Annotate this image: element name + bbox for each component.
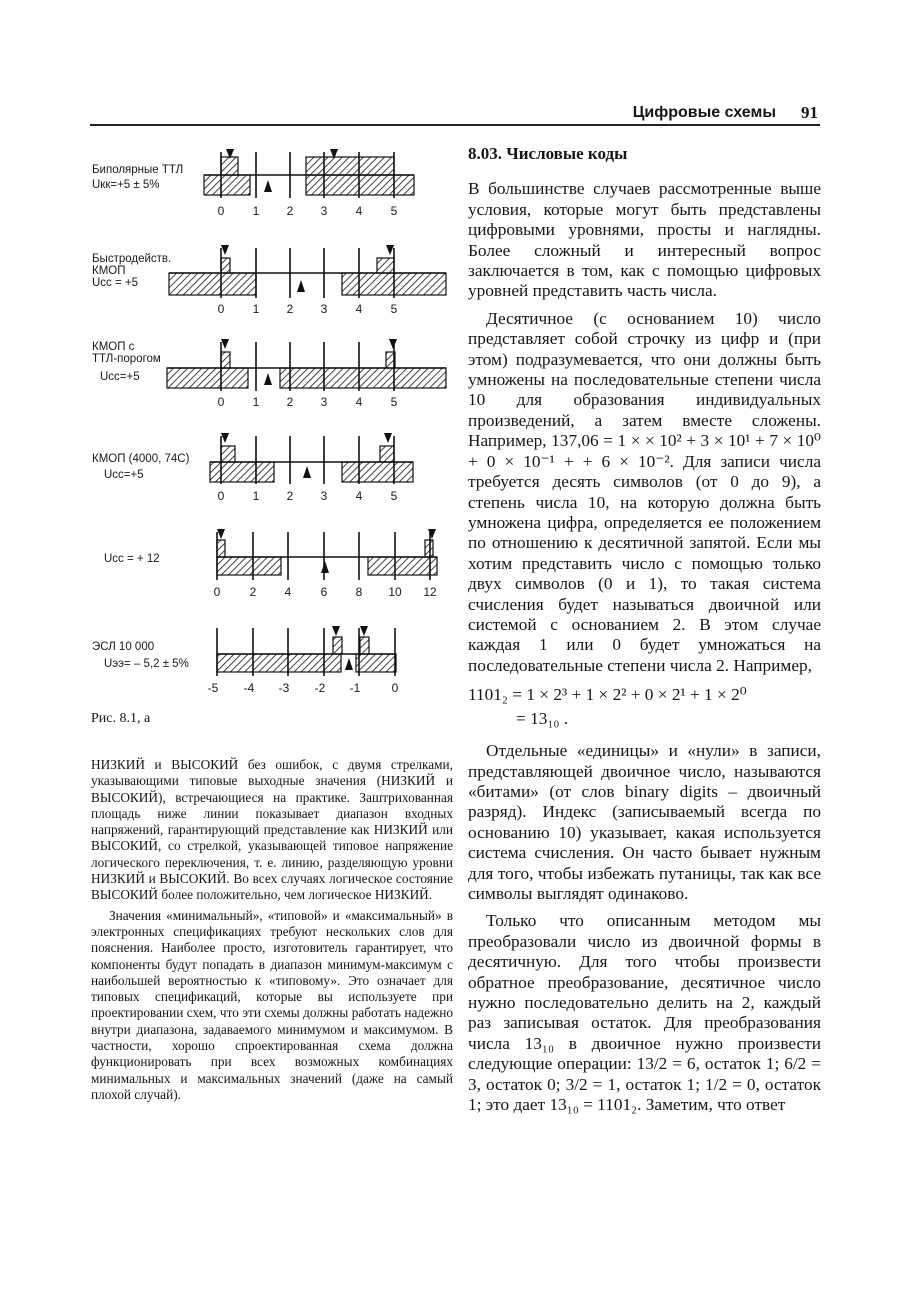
tick-label: 0: [391, 681, 399, 695]
tick-label: 2: [286, 489, 294, 503]
tick-label: 0: [213, 585, 221, 599]
diagram-label-line: Ucc=+5: [104, 469, 144, 481]
tick-label: 0: [217, 395, 225, 409]
tick-label: 1: [252, 302, 260, 316]
logic-levels-figure: [90, 140, 460, 710]
tick-label: 2: [286, 302, 294, 316]
section-heading: 8.03. Числовые коды: [468, 144, 628, 163]
diagram-cmos-ttl-threshold: [92, 339, 446, 409]
tick-label: 0: [217, 302, 225, 316]
paragraph: НИЗКИЙ и ВЫСОКИЙ без ошибок, с двумя стрелками, указывающими типовые выходные значения (НИЗКИЙ и ВЫСОКИЙ), встречающиеся на практике. Заштрихованная площадь ниже линии показывает диапазон входных напряжений, гарантирующий представление как НИЗКИЙ или ВЫСОКИЙ, со стрелкой, указывающей типовое напряжение логического переключения, т. е. линию, разделяющую уровни НИЗКИЙ и ВЫСОКИЙ. Во всех случаях логическое состояние ВЫСОКИЙ более положительно, чем логическое НИЗКИЙ.: [91, 757, 453, 903]
diagram-label-line: ТТЛ-порогом: [92, 353, 161, 365]
paragraph: Десятичное (с основанием 10) число представляет собой строчку из цифр и (при этом) подразумевается, что они должны быть умножены на последовательные степени числа 10 для образования индивидуальных произведений, а затем вместе сложены. Например, 137,06 = 1 × × 10² + 3 × 10¹ + 7 × 10⁰ + 0 × 10⁻¹ + + 6 × 10⁻². Для записи числа требуется десять символов (от 0 до 9), а степень числа 10, на которую должна быть умножена цифра, определяется ее положением по отношению к десятичной запятой. Если мы хотим представить число с помощью только двух символов (0 и 1), то такая система счисления будет называться двоичной или системой с основанием 2. В этом случае каждая 1 или 0 будет умножаться на последовательные степени числа 2. Например,: [468, 308, 821, 675]
tick-label: -3: [278, 681, 290, 695]
tick-label: 5: [390, 204, 398, 218]
diagram-label-line: Биполярные ТТЛ: [92, 164, 184, 176]
diagram-label-line: Быстродейств.: [92, 253, 172, 265]
formula-line: 1101₂ = 1 × 2³ + 1 × 2² + 0 × 2¹ + 1 × 2⁰: [468, 685, 747, 705]
tick-label: 6: [320, 585, 328, 599]
tick-label: 2: [249, 585, 257, 599]
tick-label: 3: [320, 302, 328, 316]
left-column: [91, 757, 453, 1107]
tick-label: 3: [320, 489, 328, 503]
tick-label: 2: [286, 204, 294, 218]
tick-label: 2: [286, 395, 294, 409]
tick-label: 10: [388, 585, 402, 599]
tick-label: 3: [320, 204, 328, 218]
diagram-label-line: Ucc=+5: [100, 371, 140, 383]
paragraph: Отдельные «единицы» и «нули» в записи, представляющей двоичное число, называются «битами» (от слов binary digits – двоичный разряд). Индекс (записываемый всегда по основанию 10) указывает, какая используется система счисления. Он часто бывает нужным для того, чтобы избежать путаницы, так как все символы выглядят одинаково.: [468, 741, 821, 903]
tick-label: 3: [320, 395, 328, 409]
binary-formula: [468, 683, 821, 731]
diagram-ucc-12: [104, 529, 437, 599]
page-number: 91: [801, 103, 818, 122]
diagram-fast-cmos: [92, 245, 446, 316]
tick-label: 4: [355, 302, 363, 316]
diagram-label-line: Uкк=+5 ± 5%: [92, 179, 160, 191]
right-column: [468, 140, 821, 1122]
tick-label: 4: [355, 204, 363, 218]
tick-label: -4: [243, 681, 255, 695]
diagram-label-line: Uээ= – 5,2 ± 5%: [104, 658, 189, 670]
tick-label: 1: [252, 489, 260, 503]
tick-label: 5: [390, 395, 398, 409]
diagram-bipolar-ttl: [92, 149, 414, 218]
paragraph: В большинстве случаев рассмотренные выше условия, которые могут быть представлены цифровыми уровнями, просты и наглядны. Более сложный и интересный вопрос заключается в том, как с помощью цифровых уровней представить часть числа.: [468, 179, 821, 301]
running-header-title: Цифровые схемы: [632, 104, 776, 121]
diagram-label-line: КМОП: [92, 265, 126, 277]
diagram-label-line: КМОП с: [92, 341, 135, 353]
tick-label: 0: [217, 489, 225, 503]
paragraph: Только что описанным методом мы преобразовали число из двоичной формы в десятичную. Для того чтобы произвести обратное преобразование, десятичное число нужно последовательно делить на 2, каждый раз записывая остаток. Для преобразования числа 13₁₀ в двоичное нужно произвести следующие операции: 13/2 = 6, остаток 1; 6/2 = 3, остаток 0; 3/2 = 1, остаток 1; 1/2 = 0, остаток 1; это дает 13₁₀ = 1101₂. Заметим, что ответ: [468, 911, 821, 1115]
tick-label: 1: [252, 204, 260, 218]
tick-label: -2: [314, 681, 326, 695]
tick-label: 5: [390, 489, 398, 503]
tick-label: 4: [355, 489, 363, 503]
diagram-label-line: Ucc = + 12: [104, 553, 160, 565]
tick-label: -5: [207, 681, 219, 695]
tick-label: -1: [349, 681, 361, 695]
figure-caption: Рис. 8.1, а: [91, 711, 151, 726]
tick-label: 8: [355, 585, 363, 599]
diagram-label-line: ЭСЛ 10 000: [92, 641, 155, 653]
paragraph: Значения «минимальный», «типовой» и «максимальный» в электронных спецификациях требуют нескольких слов для пояснения. Наиболее просто, изготовитель гарантирует, что компоненты будут попадать в диапазон минимум-максимум с наибольшей вероятностью к «типовому». Это означает для типовых спецификаций, которые вы используете при проектировании схем, что эти схемы должны работать надежно внутри диапазона, задаваемого минимумом и максимумом. В частности, хорошо спроектированная схема должна функционировать при всех возможных комбинациях минимальных и максимальных значений (даже на самый плохой случай).: [91, 907, 453, 1102]
running-header: [90, 100, 820, 126]
diagram-cmos-4000-74c: [92, 433, 413, 503]
tick-label: 5: [390, 302, 398, 316]
diagram-label-line: КМОП (4000, 74C): [92, 453, 190, 465]
diagram-ecl-10000: [92, 626, 399, 695]
tick-label: 4: [355, 395, 363, 409]
tick-label: 4: [284, 585, 292, 599]
tick-label: 12: [423, 585, 437, 599]
formula-line: = 13₁₀ .: [516, 709, 569, 729]
diagram-label-line: Ucc = +5: [92, 277, 139, 289]
tick-label: 0: [217, 204, 225, 218]
tick-label: 1: [252, 395, 260, 409]
